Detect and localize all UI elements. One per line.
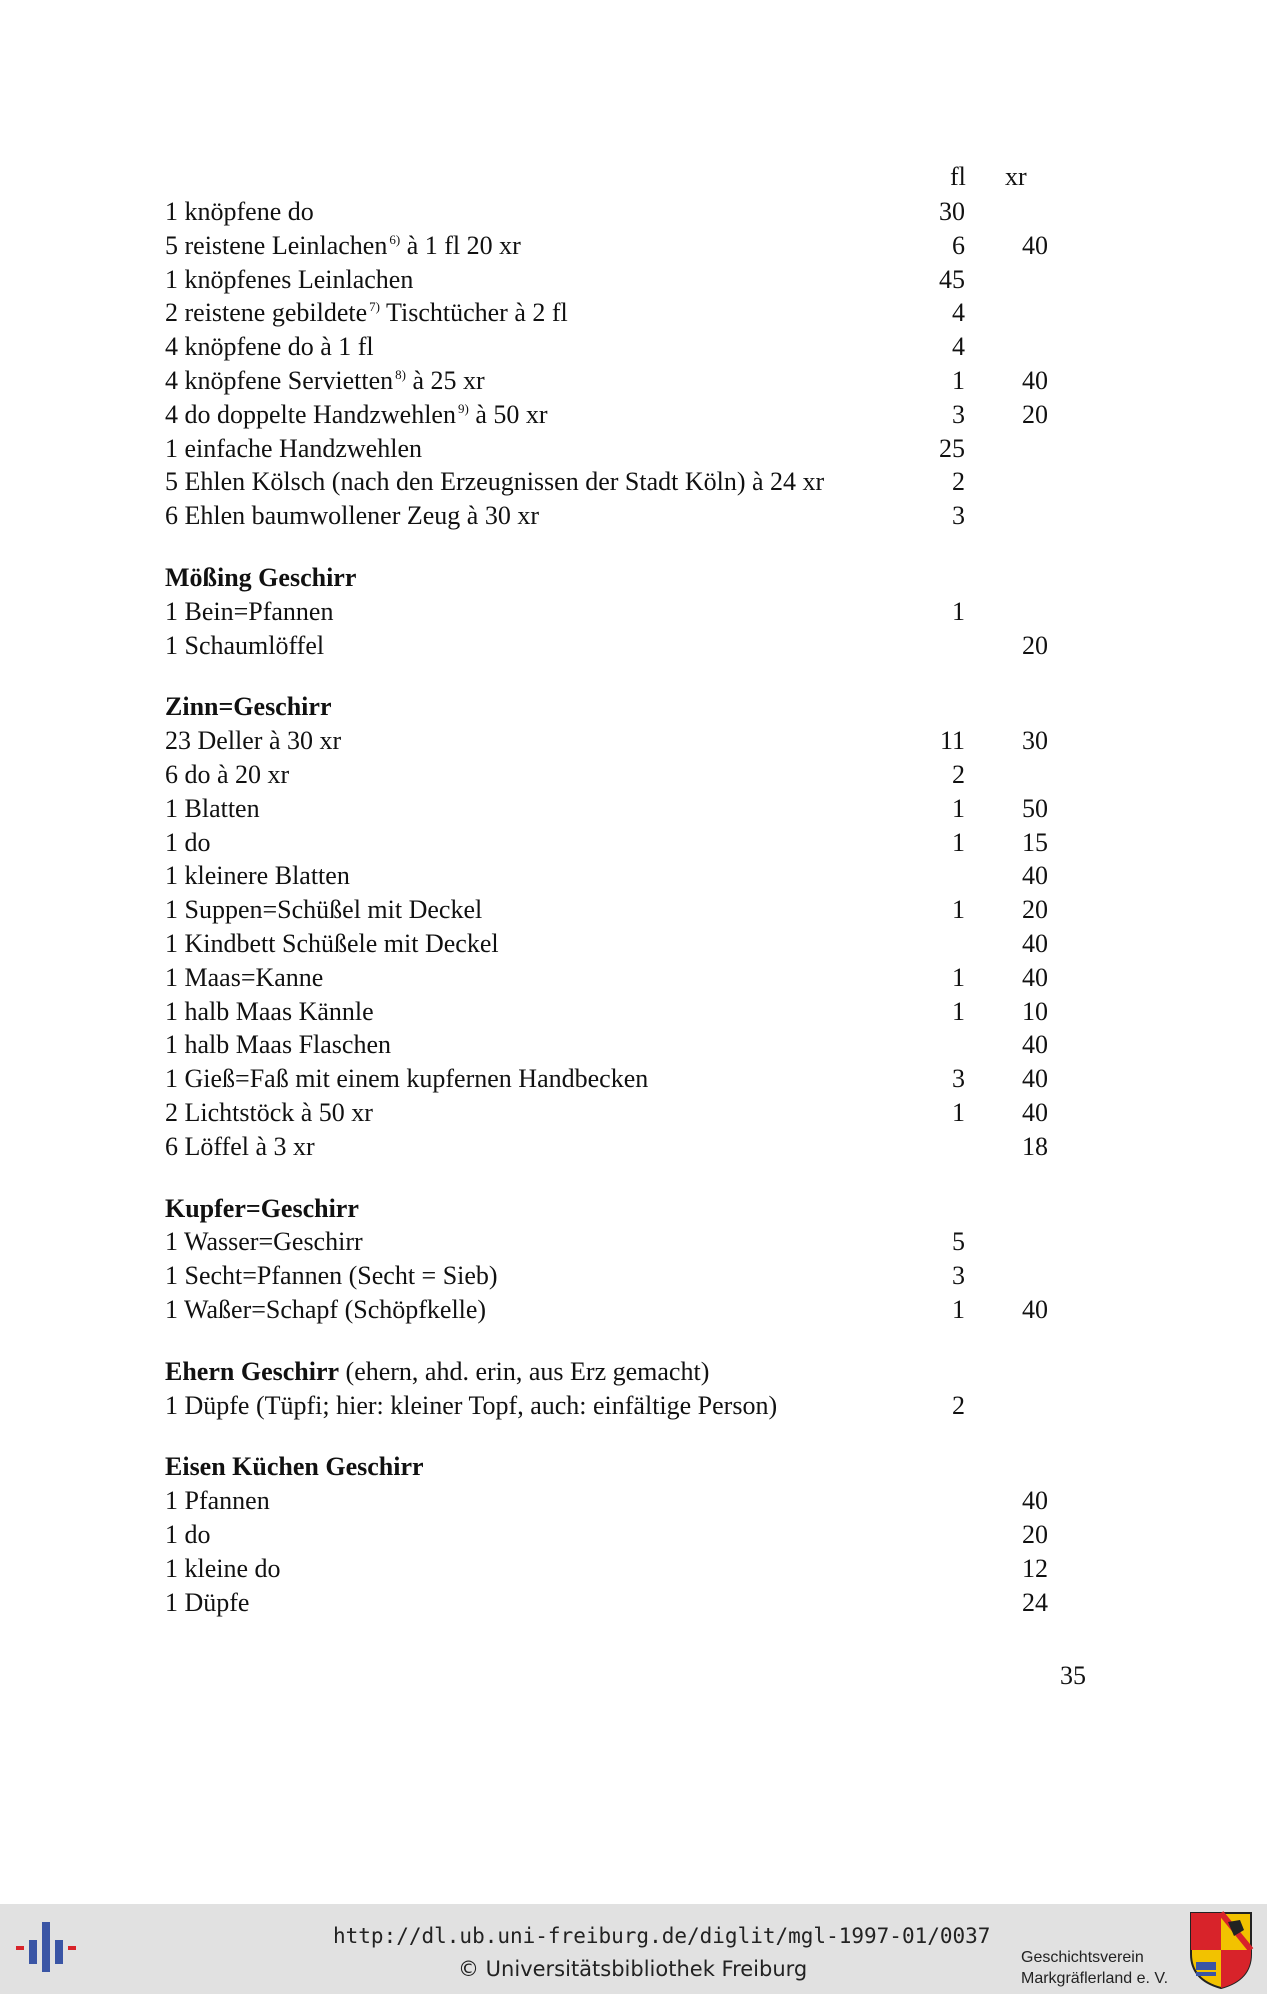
item-description xyxy=(165,364,485,398)
table-row xyxy=(165,927,1065,961)
gulden-value: 1 xyxy=(952,794,965,823)
item-text: 1 knöpfene do xyxy=(165,197,314,226)
item-description xyxy=(165,1518,211,1552)
page-number: 35 xyxy=(1060,1661,1086,1690)
section-heading xyxy=(165,1192,359,1226)
kreuzer-value: 50 xyxy=(1022,794,1048,823)
footer-url[interactable]: http://dl.ub.uni-freiburg.de/diglit/mgl-1997-01/0037 xyxy=(333,1924,991,1948)
footer-bar xyxy=(0,1904,1267,1994)
item-description xyxy=(165,465,824,499)
gulden-value: 1 xyxy=(952,1295,965,1324)
item-description xyxy=(165,195,314,229)
item-description xyxy=(165,296,568,330)
kreuzer-value: 20 xyxy=(1022,400,1048,429)
item-text: 1 Bein=Pfannen xyxy=(165,597,334,626)
table-row xyxy=(165,893,1065,927)
item-text: 4 do doppelte Handzwehlen xyxy=(165,400,456,429)
item-description xyxy=(165,1225,363,1259)
item-text: 1 Gieß=Faß mit einem kupfernen Handbecken xyxy=(165,1064,649,1093)
gulden-value: 30 xyxy=(939,197,965,226)
item-text: 1 Maas=Kanne xyxy=(165,963,324,992)
item-description xyxy=(165,330,374,364)
item-text: 1 einfache Handzwehlen xyxy=(165,434,422,463)
item-text: 1 Suppen=Schüßel mit Deckel xyxy=(165,895,483,924)
item-description xyxy=(165,432,422,466)
table-row xyxy=(165,961,1065,995)
table-row xyxy=(165,432,1065,466)
gulden-value: 25 xyxy=(939,434,965,463)
table-row xyxy=(165,1028,1065,1062)
footnote-marker: 8) xyxy=(395,367,406,382)
table-row xyxy=(165,1552,1065,1586)
table-row xyxy=(165,1130,1065,1164)
item-text: 2 Lichtstöck à 50 xr xyxy=(165,1098,373,1127)
table-row xyxy=(165,1062,1065,1096)
gulden-value: 2 xyxy=(952,1391,965,1420)
item-text: 1 do xyxy=(165,828,211,857)
kreuzer-value: 24 xyxy=(1022,1588,1048,1617)
item-description xyxy=(165,1028,391,1062)
item-text: 1 Düpfe xyxy=(165,1588,250,1617)
item-text: 6 Ehlen baumwollener Zeug à 30 xr xyxy=(165,501,539,530)
item-description xyxy=(165,1062,648,1096)
table-row xyxy=(165,263,1065,297)
kreuzer-value: 12 xyxy=(1022,1554,1048,1583)
gulden-value: 3 xyxy=(952,400,965,429)
item-description xyxy=(165,1293,486,1327)
item-description xyxy=(165,758,289,792)
item-text: 1 Pfannen xyxy=(165,1486,270,1515)
section-title: Mößing Geschirr xyxy=(165,563,357,592)
gulden-value: 4 xyxy=(952,332,965,361)
item-description xyxy=(165,859,350,893)
kreuzer-value: 40 xyxy=(1022,1295,1048,1324)
item-text: 1 Kindbett Schüßele mit Deckel xyxy=(165,929,499,958)
table-row xyxy=(165,1518,1065,1552)
table-row xyxy=(165,1259,1065,1293)
section-title: Ehern Geschirr xyxy=(165,1357,340,1386)
gulden-value: 5 xyxy=(952,1227,965,1256)
gulden-value: 11 xyxy=(939,726,965,755)
table-row xyxy=(165,758,1065,792)
kreuzer-value: 10 xyxy=(1022,997,1048,1026)
item-description xyxy=(165,1389,777,1423)
footer-copyright: © Universitätsbibliothek Freiburg xyxy=(458,1957,808,1981)
kreuzer-value: 40 xyxy=(1022,929,1048,958)
table-row xyxy=(165,465,1065,499)
table-row xyxy=(165,595,1065,629)
item-text: 1 Blatten xyxy=(165,794,260,823)
gulden-value: 4 xyxy=(952,298,965,327)
kreuzer-value: 40 xyxy=(1022,963,1048,992)
table-row xyxy=(165,1293,1065,1327)
kreuzer-value: 20 xyxy=(1022,631,1048,660)
ub-freiburg-logo xyxy=(16,1918,78,1978)
item-text: 1 kleine do xyxy=(165,1554,281,1583)
item-description xyxy=(165,263,413,297)
table-row xyxy=(165,499,1065,533)
item-description xyxy=(165,961,323,995)
society-name-line2: Markgräflerland e. V. xyxy=(1021,1970,1169,1987)
table-row xyxy=(165,859,1065,893)
gulden-value: 1 xyxy=(952,828,965,857)
item-description xyxy=(165,1552,281,1586)
item-description xyxy=(165,629,324,663)
item-text: 1 Waßer=Schapf (Schöpfkelle) xyxy=(165,1295,487,1324)
item-text-tail: à 25 xr xyxy=(406,366,485,395)
item-description xyxy=(165,1259,498,1293)
item-description xyxy=(165,826,211,860)
item-text: 1 knöpfenes Leinlachen xyxy=(165,265,414,294)
gulden-value: 45 xyxy=(939,265,965,294)
gulden-value: 1 xyxy=(952,963,965,992)
footnote-marker: 6) xyxy=(389,232,401,247)
section-title: Kupfer=Geschirr xyxy=(165,1194,359,1223)
item-text: 1 halb Maas Flaschen xyxy=(165,1030,392,1059)
table-row xyxy=(165,398,1065,432)
kreuzer-value: 40 xyxy=(1022,231,1048,260)
item-text: 1 Secht=Pfannen (Secht = Sieb) xyxy=(165,1261,498,1290)
item-text: 1 Schaumlöffel xyxy=(165,631,325,660)
item-description xyxy=(165,1096,373,1130)
item-text: 2 reistene gebildete xyxy=(165,298,368,327)
item-text: 5 Ehlen Kölsch (nach den Erzeugnissen der Stadt Köln) à 24 xr xyxy=(165,467,825,496)
item-text: 4 knöpfene Servietten xyxy=(165,366,394,395)
table-row xyxy=(165,1484,1065,1518)
item-description xyxy=(165,792,260,826)
gulden-value: 6 xyxy=(952,231,965,260)
item-description xyxy=(165,724,341,758)
section-heading xyxy=(165,1450,424,1484)
table-row xyxy=(165,364,1065,398)
item-description xyxy=(165,995,374,1029)
table-row xyxy=(165,1096,1065,1130)
item-description xyxy=(165,893,482,927)
item-description xyxy=(165,499,539,533)
coat-of-arms-icon xyxy=(1188,1910,1254,1990)
gulden-value: 1 xyxy=(952,895,965,924)
table-row xyxy=(165,826,1065,860)
table-row xyxy=(165,1225,1065,1259)
table-row xyxy=(165,296,1065,330)
table-row xyxy=(165,792,1065,826)
kreuzer-value: 18 xyxy=(1022,1132,1048,1161)
society-name-line1: Geschichtsverein xyxy=(1021,1949,1144,1966)
item-description xyxy=(165,595,333,629)
gulden-value: 2 xyxy=(952,760,965,789)
item-text: 6 do à 20 xr xyxy=(165,760,290,789)
section-title: Eisen Küchen Geschirr xyxy=(165,1452,424,1481)
gulden-value: 3 xyxy=(952,1064,965,1093)
table-row xyxy=(165,995,1065,1029)
table-row xyxy=(165,1586,1065,1620)
footnote-marker: 9) xyxy=(457,401,469,416)
item-text: 1 Düpfe (Tüpfi; hier: kleiner Topf, auch: einfältige Person) xyxy=(165,1391,778,1420)
footnote-marker: 7) xyxy=(369,299,380,314)
table-row xyxy=(165,229,1065,263)
item-text: 4 knöpfene do à 1 fl xyxy=(165,332,374,361)
section-heading xyxy=(165,561,356,595)
item-description xyxy=(165,1484,270,1518)
item-text-tail: Tischtücher à 2 fl xyxy=(379,298,568,327)
item-description xyxy=(165,398,548,432)
gulden-value: 1 xyxy=(952,1098,965,1127)
kreuzer-value: 40 xyxy=(1022,366,1048,395)
kreuzer-value: 30 xyxy=(1022,726,1048,755)
kreuzer-value: 40 xyxy=(1022,1064,1048,1093)
kreuzer-value: 40 xyxy=(1022,861,1048,890)
item-text: 23 Deller à 30 xr xyxy=(165,726,342,755)
gulden-value: 1 xyxy=(952,366,965,395)
kreuzer-value: 40 xyxy=(1022,1098,1048,1127)
table-row xyxy=(165,724,1065,758)
item-description xyxy=(165,927,499,961)
item-text-tail: à 50 xr xyxy=(468,400,548,429)
section-heading xyxy=(165,1355,709,1389)
item-text: 5 reistene Leinlachen xyxy=(165,231,388,260)
table-row xyxy=(165,330,1065,364)
kreuzer-value: 20 xyxy=(1022,1520,1048,1549)
section-heading xyxy=(165,690,332,724)
item-text: 1 do xyxy=(165,1520,211,1549)
item-text-tail: à 1 fl 20 xr xyxy=(400,231,521,260)
kreuzer-value: 40 xyxy=(1022,1486,1048,1515)
item-description xyxy=(165,1586,249,1620)
table-row xyxy=(165,629,1065,663)
item-text: 1 kleinere Blatten xyxy=(165,861,350,890)
item-description xyxy=(165,1130,315,1164)
kreuzer-value: 15 xyxy=(1022,828,1048,857)
kreuzer-value: 20 xyxy=(1022,895,1048,924)
gulden-value: 1 xyxy=(952,997,965,1026)
column-header-xr: xr xyxy=(1005,162,1027,191)
item-text: 6 Löffel à 3 xr xyxy=(165,1132,315,1161)
item-text: 1 halb Maas Kännle xyxy=(165,997,374,1026)
gulden-value: 2 xyxy=(952,467,965,496)
gulden-value: 1 xyxy=(952,597,965,626)
section-title: Zinn=Geschirr xyxy=(165,692,332,721)
item-description xyxy=(165,229,521,263)
table-row xyxy=(165,1389,1065,1423)
section-note: (ehern, ahd. erin, aus Erz gemacht) xyxy=(339,1357,710,1386)
table-row xyxy=(165,195,1065,229)
item-text: 1 Wasser=Geschirr xyxy=(165,1227,363,1256)
gulden-value: 3 xyxy=(952,1261,965,1290)
column-header-fl: fl xyxy=(950,162,966,191)
kreuzer-value: 40 xyxy=(1022,1030,1048,1059)
gulden-value: 3 xyxy=(952,501,965,530)
